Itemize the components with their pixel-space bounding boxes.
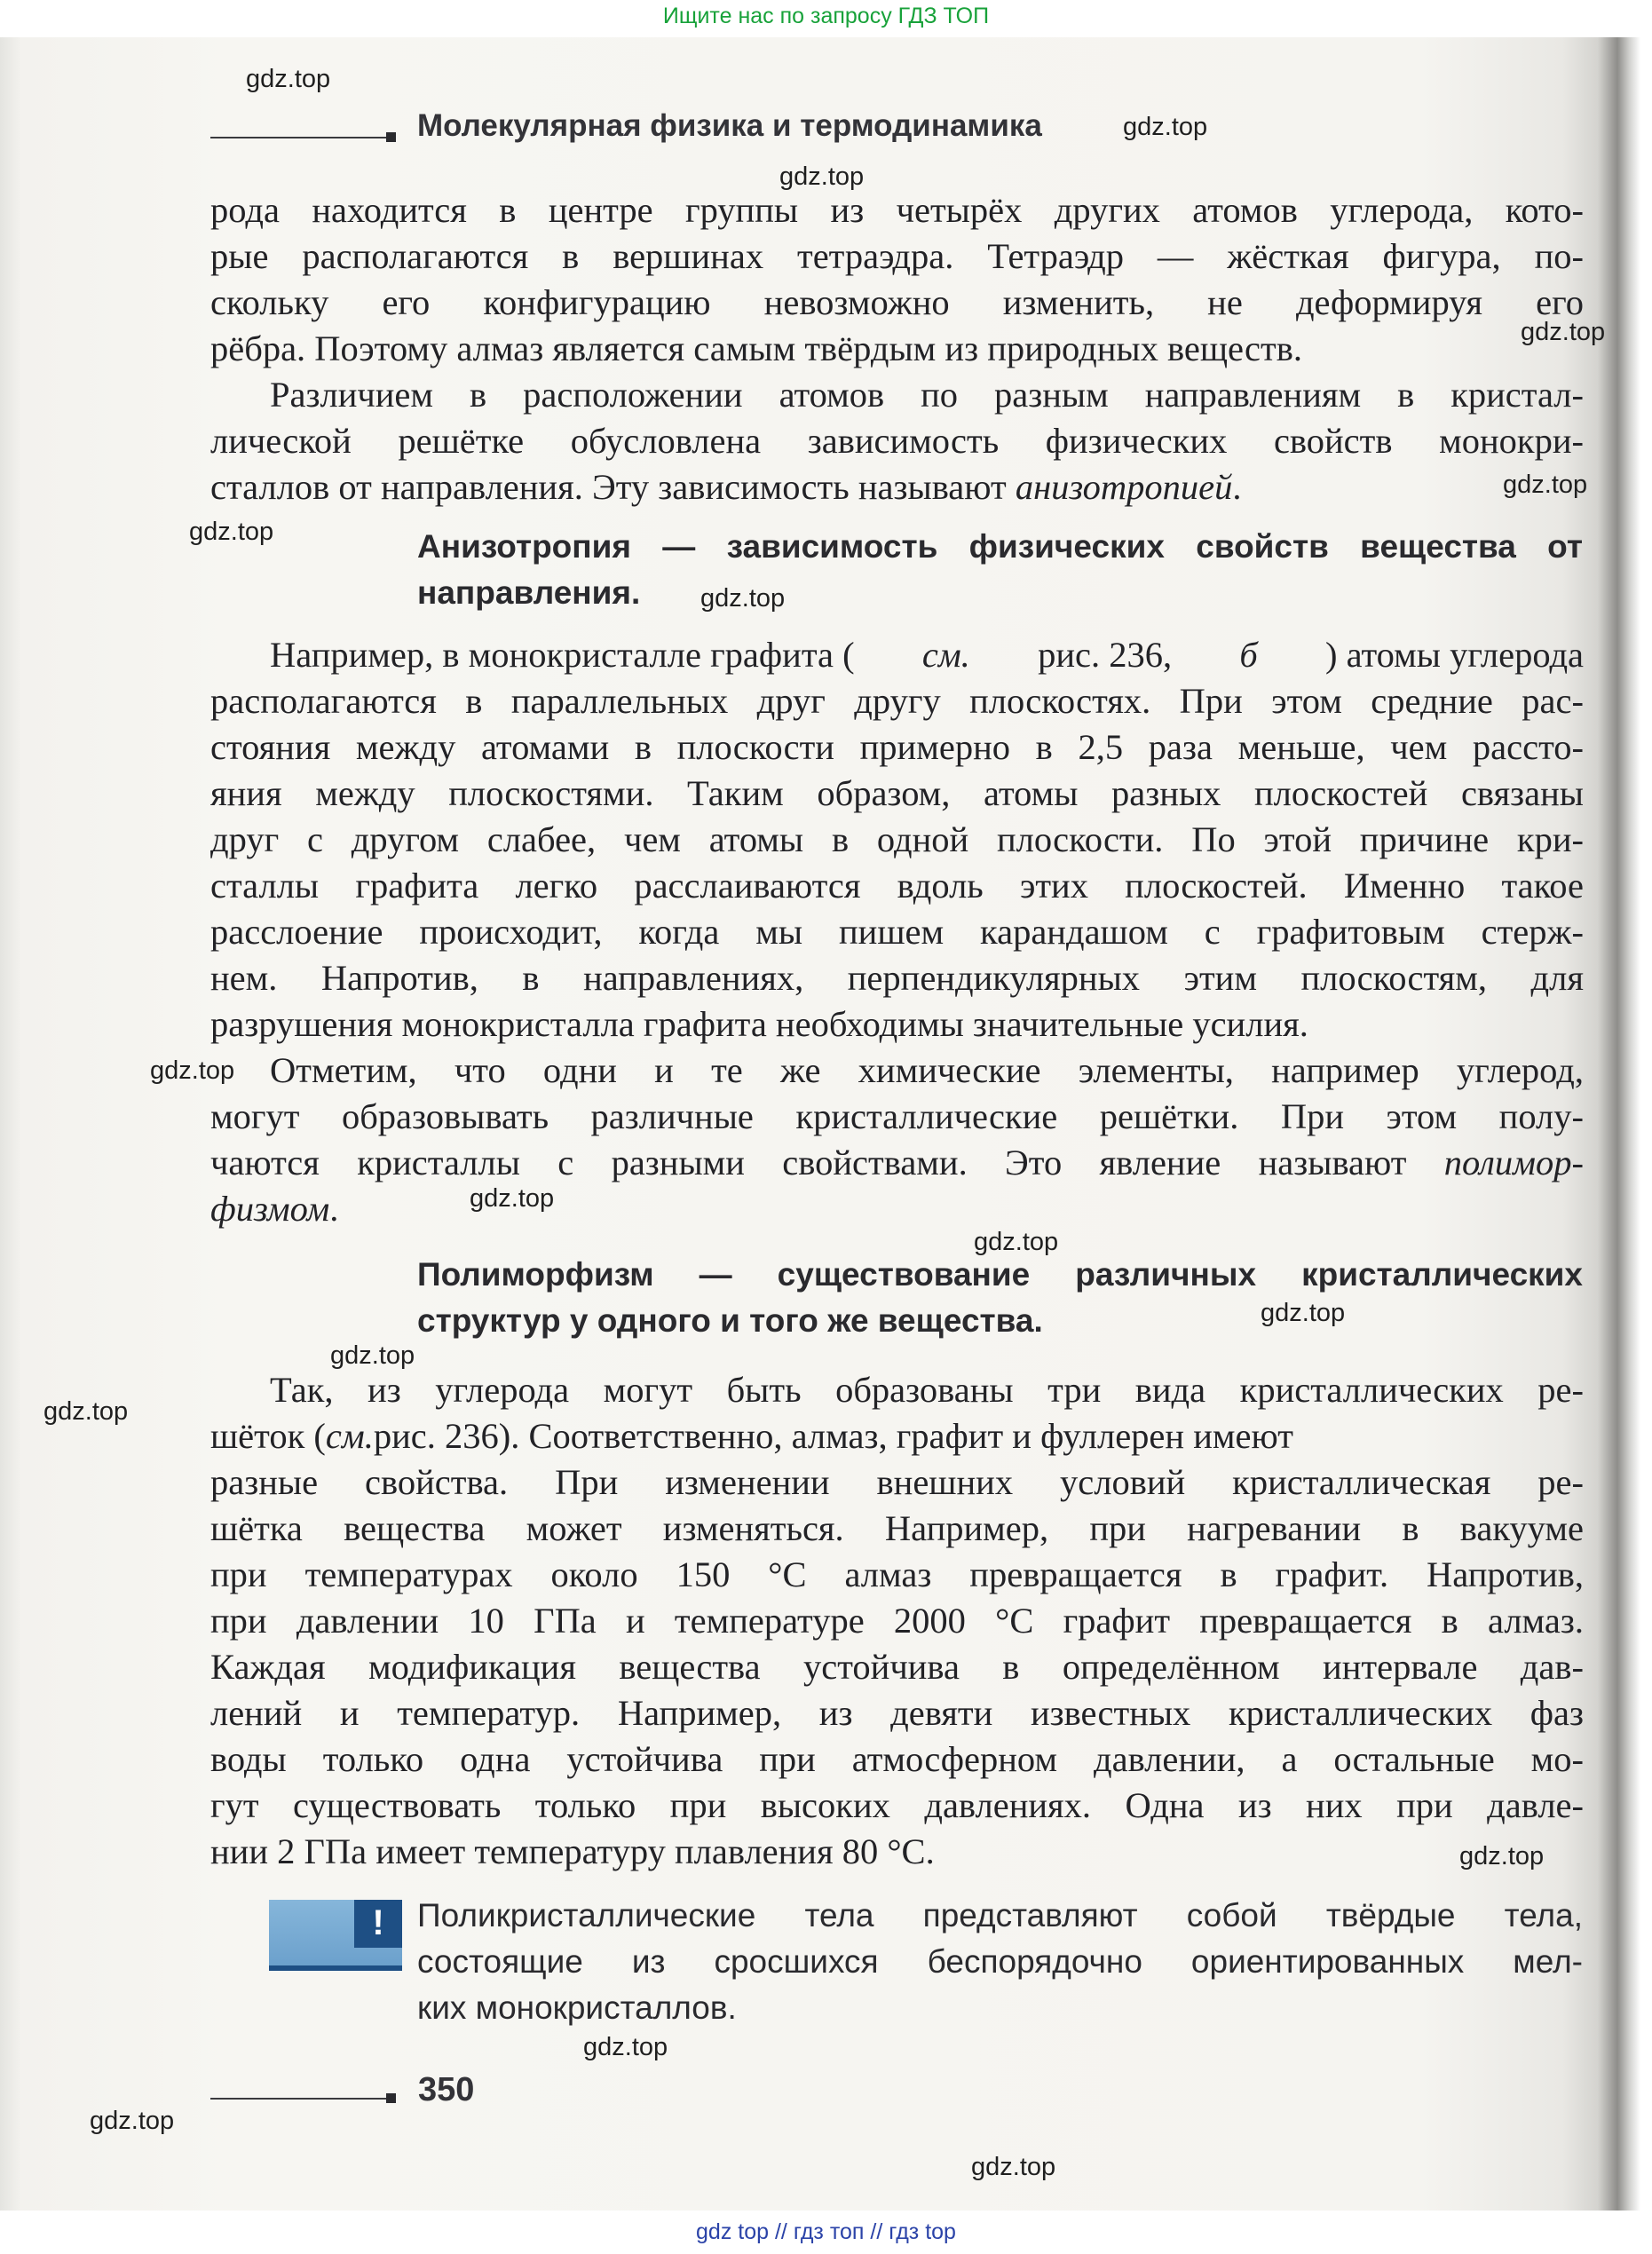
- text-run: ) атомы углерода: [1324, 635, 1585, 675]
- header-square-marker: [386, 132, 396, 142]
- watermark: gdz.top: [583, 2033, 668, 2061]
- watermark: gdz.top: [971, 2153, 1056, 2181]
- text-line: рода находится в центре группы из четырёх других атомов углерода, кото-: [210, 190, 1584, 230]
- paragraph-3: [210, 632, 1584, 1048]
- text-line: [210, 1413, 1584, 1459]
- exclamation-icon: [354, 1900, 402, 1948]
- note-line: ких монокристаллов.: [417, 1989, 737, 2026]
- watermark: gdz.top: [1123, 113, 1208, 141]
- text-run: рис. 236,: [1038, 635, 1173, 675]
- footer-square-marker: [386, 2093, 396, 2103]
- definition-polymorphism: [417, 1252, 1583, 1344]
- figure-ref-letter: б: [1239, 635, 1258, 675]
- text-run: сталлов от направления. Эту зависимость называют: [210, 467, 1016, 507]
- text-line: Отметим, что одни и те же химические элементы, например углерод,: [270, 1050, 1584, 1090]
- note-polycrystals: [417, 1893, 1583, 2031]
- watermark: gdz.top: [1503, 471, 1588, 499]
- text-line: при давлении 10 ГПа и температуре 2000 °С графит превращается в алмаз.: [210, 1601, 1584, 1641]
- term-polymorphism-part1: полимор-: [1443, 1143, 1584, 1182]
- text-line: друг с другом слабее, чем атомы в одной плоскости. По этой причине кри-: [210, 819, 1584, 859]
- watermark: gdz.top: [150, 1056, 235, 1085]
- watermark: gdz.top: [1459, 1842, 1545, 1870]
- text-line: Каждая модификация вещества устойчива в определённом интервале дав-: [210, 1647, 1584, 1687]
- text-line: расслоение происходит, когда мы пишем карандашом с графитовым стерж-: [210, 912, 1584, 952]
- watermark: gdz.top: [1261, 1299, 1346, 1327]
- bottom-banner: [0, 2211, 1652, 2254]
- term-polymorphism-part2: физмом: [210, 1189, 330, 1229]
- text-line: яния между плоскостями. Таким образом, атомы разных плоскостей связаны: [210, 773, 1584, 813]
- text-run: .: [329, 1189, 339, 1229]
- figure-ref-see: см.: [921, 635, 970, 675]
- text-line: нем. Напротив, в направлениях, перпендикулярных этим плоскостям, для: [210, 958, 1584, 998]
- definition-line: направления.: [417, 574, 641, 611]
- watermark: gdz.top: [330, 1341, 415, 1370]
- page-number: 350: [418, 2071, 475, 2108]
- definition-line: Анизотропия — зависимость физических свойств вещества от: [417, 528, 1583, 565]
- watermark: gdz.top: [1521, 318, 1606, 346]
- text-run: шёток (: [210, 1416, 326, 1456]
- text-run: рис. 236). Соответственно, алмаз, графит и фуллерен имеют: [373, 1416, 1293, 1456]
- paragraph-2: [210, 372, 1584, 510]
- watermark: gdz.top: [779, 162, 865, 191]
- text-line: при температурах около 150 °С алмаз превращается в графит. Напротив,: [210, 1554, 1584, 1594]
- text-line: сталлы графита легко расслаиваются вдоль этих плоскостей. Именно такое: [210, 866, 1584, 906]
- note-line: Поликристаллические тела представляют собой твёрдые тела,: [417, 1897, 1583, 1934]
- text-line: располагаются в параллельных друг другу плоскостях. При этом средние рас-: [210, 681, 1584, 721]
- text-line: лений и температур. Например, из девяти известных кристаллических фаз: [210, 1693, 1584, 1733]
- paragraph-1: [210, 187, 1584, 372]
- note-marker-glyph: !: [372, 1903, 384, 1942]
- note-line: состоящие из сросшихся беспорядочно ориентированных мел-: [417, 1943, 1583, 1980]
- text-line: [210, 1140, 1584, 1186]
- text-run: Например, в монокристалле графита (: [270, 635, 855, 675]
- text-line: могут образовывать различные кристаллические решётки. При этом полу-: [210, 1096, 1584, 1136]
- text-line: [210, 1186, 1584, 1232]
- bottom-banner-text[interactable]: gdz top // гдз топ // гдз top: [696, 2219, 956, 2244]
- watermark: gdz.top: [189, 518, 274, 546]
- text-run: чаются кристаллы с разными свойствами. Это явление называют: [210, 1143, 1444, 1182]
- paragraph-4: [210, 1048, 1584, 1232]
- definition-line: Полиморфизм — существование различных кристаллических: [417, 1256, 1583, 1293]
- term-anisotropy: анизотропией: [1015, 467, 1233, 507]
- text-run: .: [1232, 467, 1242, 507]
- text-line: нии 2 ГПа имеет температуру плавления 80 °С.: [210, 1831, 935, 1871]
- text-line: рёбра. Поэтому алмаз является самым твёрдым из природных веществ.: [210, 328, 1302, 368]
- text-line: скольку его конфигурацию невозможно изменить, не деформируя его: [210, 282, 1584, 322]
- text-line: Различием в расположении атомов по разным направлениям в кристал-: [270, 375, 1584, 415]
- header-rule: [210, 137, 388, 138]
- paragraph-5: [210, 1367, 1584, 1875]
- text-line: Так, из углерода могут быть образованы три вида кристаллических ре-: [270, 1370, 1584, 1410]
- section-title: Молекулярная физика и термодинамика: [417, 108, 1042, 143]
- watermark: gdz.top: [974, 1228, 1059, 1256]
- definition-anisotropy: [417, 524, 1583, 616]
- watermark: gdz.top: [43, 1397, 129, 1426]
- text-line: воды только одна устойчива при атмосферном давлении, а остальные мо-: [210, 1739, 1584, 1779]
- text-line: рые располагаются в вершинах тетраэдра. Тетраэдр — жёсткая фигура, по-: [210, 236, 1584, 276]
- text-line: шётка вещества может изменяться. Например, при нагревании в вакууме: [210, 1508, 1584, 1548]
- text-line: лической решётке обусловлена зависимость физических свойств монокри-: [210, 421, 1584, 461]
- text-line: [210, 464, 1584, 510]
- text-line: разрушения монокристалла графита необходимы значительные усилия.: [210, 1004, 1308, 1044]
- text-line: [210, 632, 1584, 678]
- watermark: gdz.top: [246, 65, 331, 93]
- watermark: gdz.top: [700, 584, 786, 613]
- note-marker: [269, 1900, 402, 1971]
- note-marker-bar: [269, 1965, 402, 1971]
- text-line: стояния между атомами в плоскости примерно в 2,5 раза меньше, чем рассто-: [210, 727, 1584, 767]
- watermark: gdz.top: [470, 1184, 555, 1213]
- watermark: gdz.top: [90, 2107, 175, 2135]
- top-banner: [0, 0, 1652, 37]
- definition-line: структур у одного и того же вещества.: [417, 1302, 1043, 1339]
- top-banner-text[interactable]: Ищите нас по запросу ГДЗ ТОП: [662, 4, 990, 28]
- figure-ref-see: см.: [325, 1416, 374, 1456]
- footer-rule: [210, 2098, 388, 2100]
- text-line: разные свойства. При изменении внешних условий кристаллическая ре-: [210, 1462, 1584, 1502]
- text-line: гут существовать только при высоких давлениях. Одна из них при давле-: [210, 1785, 1584, 1825]
